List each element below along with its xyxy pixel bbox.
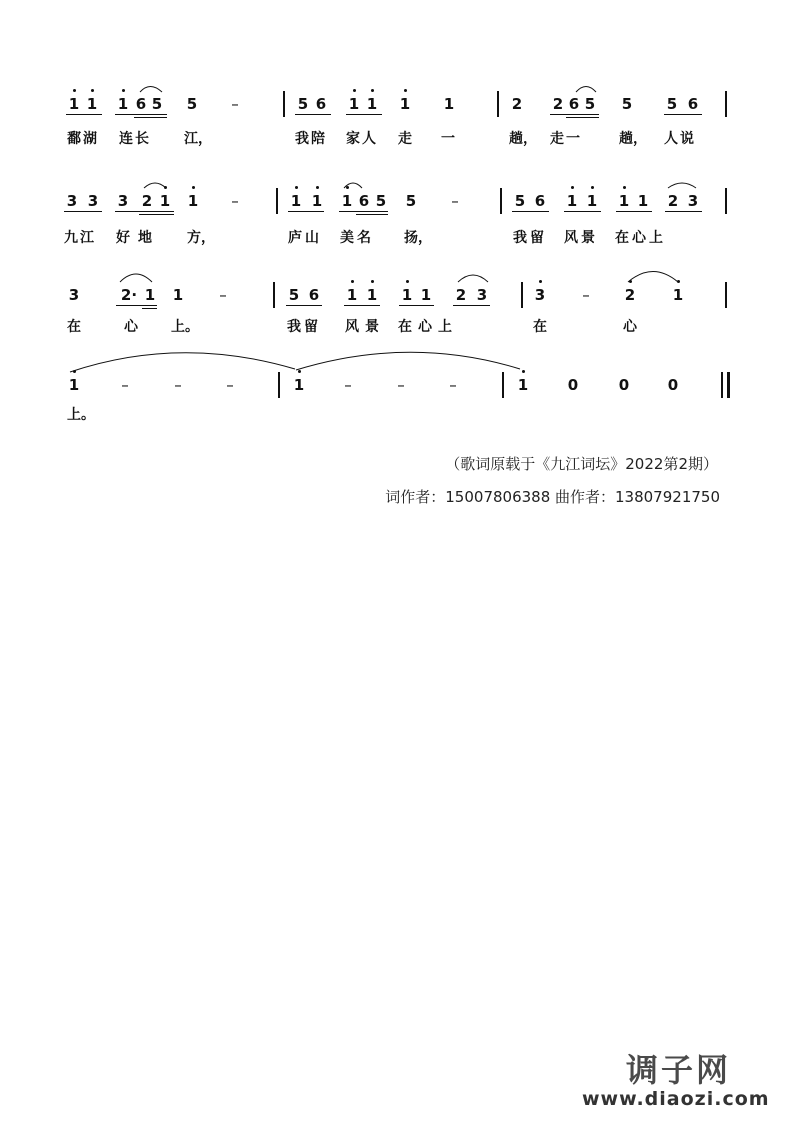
note: 3 [117, 192, 129, 210]
note: 1 [420, 286, 432, 304]
beam [616, 211, 652, 212]
watermark-url: www.diaozi.com [582, 1088, 770, 1110]
note: 2 [624, 286, 636, 304]
note: 5 [375, 192, 387, 210]
note: 5 [297, 95, 309, 113]
dash: – [231, 192, 239, 210]
note: 1 [366, 286, 378, 304]
note: 1 [159, 192, 171, 210]
final-barline [727, 372, 730, 398]
beam [115, 114, 167, 115]
note: 2 [141, 192, 153, 210]
note: 5 [666, 95, 678, 113]
beam [139, 214, 174, 215]
note: 3 [687, 192, 699, 210]
lyric: 美名 [340, 230, 374, 246]
slur [628, 272, 678, 283]
lyric: 在 [533, 319, 547, 335]
lyric: 风景 [345, 319, 385, 335]
lyric: 家人 [346, 131, 378, 147]
lyric: 上。 [67, 407, 95, 423]
barline [273, 282, 275, 308]
dash: – [449, 376, 457, 394]
watermark-logo-text: 调子网 [626, 1051, 732, 1089]
note: 1 [637, 192, 649, 210]
beam [339, 211, 388, 212]
note: 1 [68, 376, 80, 394]
tie [296, 352, 520, 370]
dash: – [226, 376, 234, 394]
beam [346, 114, 382, 115]
note: 1 [290, 192, 302, 210]
dash: – [344, 376, 352, 394]
note: 1 [618, 192, 630, 210]
note: 6 [687, 95, 699, 113]
barline [725, 188, 727, 214]
note: 1 [566, 192, 578, 210]
note: 1 [293, 376, 305, 394]
beam [286, 305, 322, 306]
note: 6 [315, 95, 327, 113]
note: 6 [534, 192, 546, 210]
dash: – [582, 286, 590, 304]
beam [550, 114, 599, 115]
slur [120, 274, 152, 282]
barline [725, 91, 727, 117]
note: 0 [618, 376, 630, 394]
note: 2· [120, 286, 138, 304]
lyric: 鄱湖 [67, 131, 99, 147]
slur [140, 87, 162, 93]
lyric: 趟， [619, 131, 647, 147]
beam [134, 117, 167, 118]
beam [116, 305, 157, 306]
note: 1 [311, 192, 323, 210]
beam [664, 114, 702, 115]
lyric: 心 [124, 319, 138, 335]
lyric: 人说 [664, 131, 696, 147]
lyric: 上。 [171, 319, 199, 335]
lyrics-source-note: （歌词原载于《九江词坛》2022第2期） [445, 455, 718, 473]
note: 2 [455, 286, 467, 304]
dash: – [219, 286, 227, 304]
lyric: 心 [623, 319, 637, 335]
note: 6 [135, 95, 147, 113]
lyric: 九江 [64, 230, 96, 246]
beam [566, 117, 599, 118]
lyric: 一 [441, 131, 455, 147]
beam [399, 305, 434, 306]
note: 6 [568, 95, 580, 113]
lyric: 在 [67, 319, 81, 335]
note: 6 [308, 286, 320, 304]
barline [500, 188, 502, 214]
lyric: 我留 [513, 230, 547, 246]
note: 3 [476, 286, 488, 304]
note: 3 [66, 192, 78, 210]
slur [668, 183, 696, 188]
note: 2 [667, 192, 679, 210]
note: 5 [514, 192, 526, 210]
note: 0 [667, 376, 679, 394]
note: 3 [87, 192, 99, 210]
note: 1 [341, 192, 353, 210]
lyric: 方， [187, 230, 215, 246]
lyric: 扬， [404, 230, 432, 246]
slur [458, 275, 488, 282]
note: 1 [399, 95, 411, 113]
beam [356, 214, 388, 215]
barline [521, 282, 523, 308]
beam [64, 211, 102, 212]
note: 6 [358, 192, 370, 210]
lyric: 走一 [550, 131, 582, 147]
lyric: 我陪 [295, 131, 327, 147]
note: 3 [68, 286, 80, 304]
dash: – [451, 192, 459, 210]
composer-credits: 词作者：15007806388 曲作者：13807921750 [385, 488, 720, 506]
beam [295, 114, 331, 115]
beam [66, 114, 102, 115]
note: 2 [552, 95, 564, 113]
beam [288, 211, 324, 212]
barline [721, 372, 723, 398]
beam [564, 211, 601, 212]
note: 2 [511, 95, 523, 113]
lyric: 庐山 [288, 230, 322, 246]
note: 1 [144, 286, 156, 304]
note: 1 [117, 95, 129, 113]
note: 1 [187, 192, 199, 210]
note: 1 [86, 95, 98, 113]
note: 1 [172, 286, 184, 304]
note: 1 [443, 95, 455, 113]
barline [725, 282, 727, 308]
barline [278, 372, 280, 398]
barline [276, 188, 278, 214]
beam [344, 305, 380, 306]
slur [576, 87, 596, 93]
lyric: 在心上 [615, 230, 666, 246]
lyric: 连长 [119, 131, 151, 147]
tie [70, 353, 295, 372]
lyric: 好地 [116, 230, 160, 246]
dash: – [231, 95, 239, 113]
beam [512, 211, 549, 212]
note: 3 [534, 286, 546, 304]
note: 5 [186, 95, 198, 113]
barline [502, 372, 504, 398]
dash: – [397, 376, 405, 394]
note: 1 [517, 376, 529, 394]
dash: – [174, 376, 182, 394]
note: 1 [68, 95, 80, 113]
lyric: 江， [184, 131, 212, 147]
note: 1 [672, 286, 684, 304]
lyric: 在心上 [398, 319, 458, 335]
dash: – [121, 376, 129, 394]
note: 5 [288, 286, 300, 304]
barline [283, 91, 285, 117]
note: 0 [567, 376, 579, 394]
note: 5 [151, 95, 163, 113]
lyric: 风景 [564, 230, 598, 246]
note: 1 [586, 192, 598, 210]
beam [453, 305, 490, 306]
note: 1 [348, 95, 360, 113]
note: 1 [366, 95, 378, 113]
note: 1 [346, 286, 358, 304]
note: 5 [621, 95, 633, 113]
lyric: 我留 [287, 319, 321, 335]
beam [115, 211, 174, 212]
beam [142, 308, 157, 309]
slur [144, 183, 166, 188]
note: 5 [584, 95, 596, 113]
lyric: 趟， [509, 131, 537, 147]
note: 5 [405, 192, 417, 210]
beam [665, 211, 702, 212]
note: 1 [401, 286, 413, 304]
lyric: 走 [398, 131, 412, 147]
barline [497, 91, 499, 117]
